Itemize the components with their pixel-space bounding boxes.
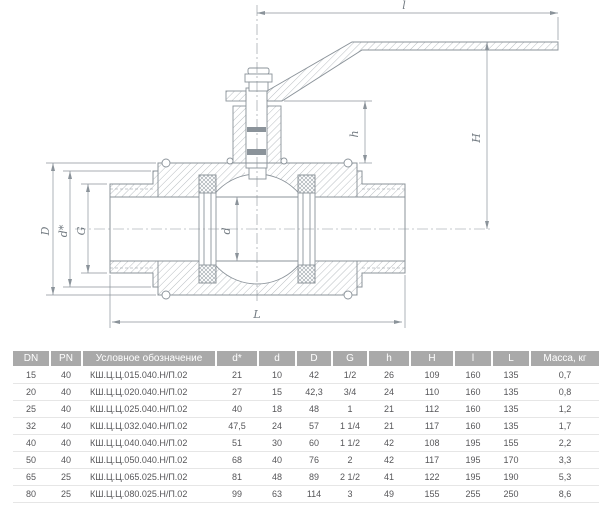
table-cell: 80 (25, 489, 36, 499)
column-header: G (333, 351, 367, 366)
table-cell: 89 (308, 472, 319, 482)
table-cell: 42 (383, 438, 394, 448)
table-cell: 47,5 (228, 421, 246, 431)
table-cell: 18 (271, 404, 282, 414)
table-cell: 2,2 (558, 438, 572, 448)
table-cell: 57 (308, 421, 319, 431)
dim-label-D: D (39, 226, 52, 236)
table-cell: 122 (424, 472, 440, 482)
table-cell: 3/4 (343, 387, 357, 397)
table-cell: 5,3 (558, 472, 572, 482)
table-cell: 63 (271, 489, 282, 499)
table-cell: 170 (503, 455, 519, 465)
table-cell: КШ.Ц.Ц.020.040.Н/П.02 (90, 387, 188, 397)
dim-label-d: d (220, 227, 233, 235)
table-cell: КШ.Ц.Ц.065.025.Н/П.02 (90, 472, 188, 482)
table-cell: 155 (503, 438, 519, 448)
table-cell: 50 (25, 455, 36, 465)
table-cell: КШ.Ц.Ц.032.040.Н/П.02 (90, 421, 188, 431)
table-row (13, 435, 599, 452)
table-cell: 49 (383, 489, 394, 499)
table-cell: 25 (25, 404, 36, 414)
dimension-H (485, 42, 489, 229)
table-row (13, 469, 599, 486)
table-cell: 195 (465, 438, 481, 448)
table-cell: 109 (424, 370, 440, 380)
dim-label-G: G (75, 226, 88, 236)
table-cell: 190 (503, 472, 519, 482)
table-cell: 1,2 (558, 404, 572, 414)
table-cell: 250 (503, 489, 519, 499)
table-cell: 24 (383, 387, 394, 397)
table-cell: 1/2 (343, 370, 357, 380)
table-row (13, 401, 599, 418)
table-cell: 2 (347, 455, 353, 465)
handle-wing-left (226, 91, 246, 101)
table-cell: 10 (271, 370, 282, 380)
table-cell: 160 (465, 421, 481, 431)
column-header: DN (13, 351, 49, 366)
table-cell: 42 (383, 455, 394, 465)
table-cell: 40 (60, 421, 71, 431)
column-header: H (411, 351, 453, 366)
table-cell: 0,7 (558, 370, 572, 380)
table-cell: 40 (60, 404, 71, 414)
table-cell: 27 (231, 387, 242, 397)
table-row (13, 367, 599, 384)
table-cell: 135 (503, 387, 519, 397)
table-cell: 42,3 (305, 387, 323, 397)
column-header: L (493, 351, 529, 366)
table-cell: 3 (347, 489, 353, 499)
table-cell: КШ.Ц.Ц.025.040.Н/П.02 (90, 404, 188, 414)
table-cell: 2 1/2 (339, 472, 361, 482)
table-cell: 117 (424, 455, 440, 465)
table-header-row (13, 351, 599, 366)
table-cell: 48 (271, 472, 282, 482)
table-cell: 51 (231, 438, 242, 448)
table-cell: 40 (60, 387, 71, 397)
table-cell: 40 (60, 438, 71, 448)
table-cell: 65 (25, 472, 36, 482)
column-header: D (297, 351, 331, 366)
table-cell: 21 (231, 370, 242, 380)
dim-label-H: H (470, 133, 483, 143)
table-cell: 160 (465, 370, 481, 380)
table-cell: 21 (383, 421, 394, 431)
dim-label-l: l (402, 0, 406, 12)
table-cell: 135 (503, 421, 519, 431)
table-cell: 195 (465, 472, 481, 482)
table-cell: 25 (60, 472, 71, 482)
column-header: d* (217, 351, 257, 366)
table-cell: 8,6 (558, 489, 572, 499)
dim-label-L: L (253, 308, 261, 321)
table-cell: 255 (465, 489, 481, 499)
table-cell: 0,8 (558, 387, 572, 397)
handle-lever (267, 42, 558, 101)
table-cell: КШ.Ц.Ц.050.040.Н/П.02 (90, 455, 188, 465)
table-row (13, 452, 599, 469)
column-header: l (455, 351, 491, 366)
table-cell: 41 (383, 472, 394, 482)
table-cell: 195 (465, 455, 481, 465)
table-row (13, 384, 599, 401)
table-cell: 76 (308, 455, 319, 465)
table-row (13, 486, 599, 503)
table-cell: 112 (424, 404, 440, 414)
table-row (13, 418, 599, 435)
table-cell: 48 (308, 404, 319, 414)
table-body (13, 367, 599, 503)
dim-label-d-star: d* (57, 224, 70, 238)
table-cell: 60 (308, 438, 319, 448)
column-header: Условное обозначение (83, 351, 215, 366)
table-cell: 21 (383, 404, 394, 414)
table-cell: 114 (306, 489, 322, 499)
column-header: Масса, кг (531, 351, 599, 366)
table-cell: 1,7 (558, 421, 572, 431)
table-cell: 1 (347, 404, 353, 414)
table-cell: 40 (60, 455, 71, 465)
table-cell: 40 (231, 404, 242, 414)
table-cell: КШ.Ц.Ц.040.040.Н/П.02 (90, 438, 188, 448)
table-cell: 26 (383, 370, 394, 380)
table-cell: 24 (271, 421, 282, 431)
table-cell: 110 (424, 387, 440, 397)
table-cell: 15 (271, 387, 282, 397)
table-cell: 135 (503, 370, 519, 380)
table-cell: 40 (25, 438, 36, 448)
table-cell: 81 (231, 472, 242, 482)
column-header: h (369, 351, 409, 366)
table-cell: КШ.Ц.Ц.015.040.Н/П.02 (90, 370, 188, 380)
table-cell: 160 (465, 387, 481, 397)
dimension-l (257, 11, 558, 40)
table-cell: 32 (25, 421, 36, 431)
column-header: d (259, 351, 295, 366)
table-cell: 155 (424, 489, 440, 499)
table-cell: 42 (308, 370, 319, 380)
spec-table (13, 351, 599, 503)
table-cell: 40 (271, 455, 282, 465)
table-cell: 30 (271, 438, 282, 448)
table-cell: 15 (25, 370, 36, 380)
dim-label-h: h (348, 130, 361, 138)
table-cell: 160 (465, 404, 481, 414)
table-cell: 68 (231, 455, 242, 465)
table-cell: КШ.Ц.Ц.080.025.Н/П.02 (90, 489, 188, 499)
table-cell: 1 1/2 (339, 438, 361, 448)
column-header: PN (51, 351, 81, 366)
table-cell: 135 (503, 404, 519, 414)
table-cell: 117 (424, 421, 440, 431)
table-cell: 99 (231, 489, 242, 499)
table-cell: 20 (25, 387, 36, 397)
stem-nut (245, 68, 272, 91)
table-cell: 1 1/4 (339, 421, 361, 431)
table-cell: 108 (424, 438, 440, 448)
table-cell: 40 (60, 370, 71, 380)
table-cell: 25 (60, 489, 71, 499)
table-cell: 3,3 (558, 455, 572, 465)
